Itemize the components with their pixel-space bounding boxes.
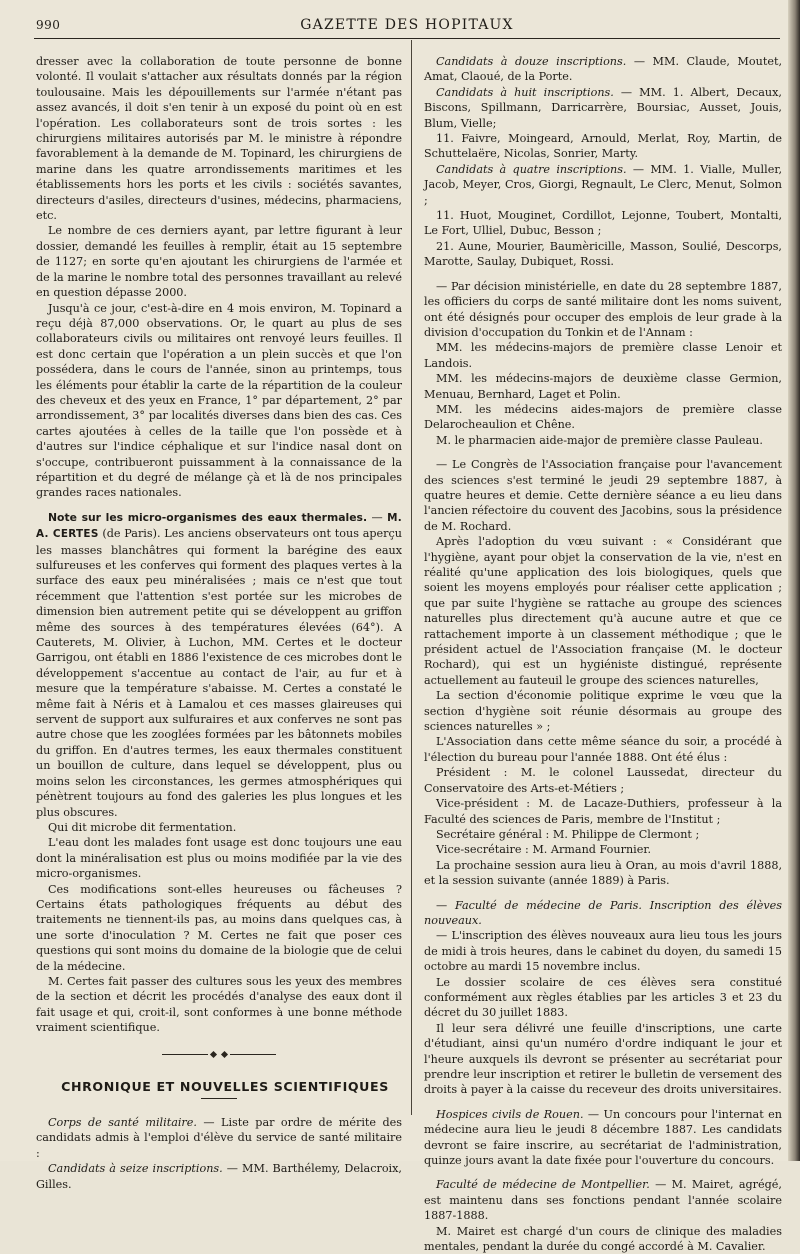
- paragraph: M. Mairet est chargé d'un cours de clinique des maladies mentales, pendant la durée du congé accordé à M. Cavalier.: [424, 1224, 782, 1254]
- news-heading: Faculté de médecine de Montpellier.: [436, 1178, 650, 1192]
- paragraph: Après l'adoption du vœu suivant : « Considérant que l'hygiène, ayant pour objet la conservation de la vie, n'est en réalité qu'une application des lois biologiques, quels que soient les moyens employés pour réaliser cette application ; que par suite l'hygiène se rattache au groupe des sciences naturelles plus directement qu'à aucune autre et que ce rattachement importe à un classement méthodique ; que le président actuel de l'Association française (M. le docteur Rochard), qui est un hygiéniste distingué, représente actuellement au fauteuil le groupe des sciences naturelles,: [424, 535, 782, 687]
- paragraph: — Le Congrès de l'Association française pour l'avancement des sciences s'est terminé le jeudi 29 septembre 1887, à quatre heures et demie. Cette dernière séance a eu lieu dans l'ancien réfectoire du couvent des Jacobins, sous la présidence de M. Rochard.: [424, 458, 782, 533]
- news-text: — MM. 1. Vialle, Muller, Jacob, Meyer, Cros, Giorgi, Regnault, Le Clerc, Menut, Solmon ;: [424, 162, 782, 207]
- news-text: — Un concours pour l'internat en médecine aura lieu le jeudi 8 décembre 1887. Les candidats devront se faire inscrire, au secrétariat de l'administration, quinze jours avant la date fixée pour l'ouverture du concours.: [424, 1107, 782, 1168]
- section-title: CHRONIQUE ET NOUVELLES SCIENTIFIQUES: [61, 1078, 389, 1094]
- paragraph: M. le pharmacien aide-major de première classe Pauleau.: [436, 433, 763, 447]
- paragraph: Il leur sera délivré une feuille d'inscriptions, une carte d'étudiant, ainsi qu'un numéro d'ordre indiquant le jour et l'heure auxquels ils devront se présenter au secrétariat pour prendre leur inscription et retirer le bulletin de versement des droits à payer à la caisse du receveur des droits universitaires.: [424, 1021, 782, 1097]
- dash: —: [436, 898, 455, 912]
- news-item: [424, 54, 782, 85]
- paragraph: — L'inscription des élèves nouveaux aura lieu tous les jours de midi à trois heures, dans le cabinet du doyen, du samedi 15 octobre au mardi 15 novembre inclus.: [424, 929, 782, 974]
- paragraph: Vice-secrétaire : M. Armand Fournier.: [436, 843, 652, 857]
- news-heading: Hospices civils de Rouen.: [436, 1107, 584, 1121]
- paragraph: L'Association dans cette même séance du soir, a procédé à l'élection du bureau pour l'année 1888. Ont été élus :: [424, 735, 782, 764]
- paragraph: Secrétaire général : M. Philippe de Clermont ;: [436, 827, 700, 841]
- page-number: 990: [36, 18, 61, 32]
- news-item: [424, 85, 782, 131]
- paragraph: Le nombre de ces derniers ayant, par lettre figurant à leur dossier, demandé les feuilles à remplir, était au 15 septembre de 1127; en sorte qu'en ajoutant les chirurgiens de l'armée et de la marine le nombre total des personnes travaillant au relevé en question dépasse 2000.: [36, 224, 402, 300]
- right-column: [424, 54, 782, 1254]
- paragraph: L'eau dont les malades font usage est donc toujours une eau dont la minéralisation est plus ou moins modifiée par la vie des micro-organismes.: [36, 836, 402, 881]
- page-edge-shadow: [788, 0, 800, 1161]
- news-heading: Candidats à douze inscriptions.: [436, 55, 627, 68]
- article-title: Note sur les micro-organismes des eaux thermales.: [48, 510, 368, 524]
- news-heading: Corps de santé militaire.: [48, 1116, 197, 1129]
- paragraph: 11. Faivre, Moingeard, Arnould, Merlat, Roy, Martin, de Schuttelaëre, Nicolas, Sonrier, Marty.: [424, 132, 782, 161]
- paragraph: La prochaine session aura lieu à Oran, au mois d'avril 1888, et la session suivante (année 1889) à Paris.: [424, 858, 782, 888]
- paragraph: — Par décision ministérielle, en date du 28 septembre 1887, les officiers du corps de santé militaire dont les noms suivent, ont été désignés pour occuper des emplois de leur grade à la division d'occupation du Tonkin et de l'Annam :: [424, 279, 782, 339]
- header-rule: [34, 38, 780, 39]
- page-header: [34, 14, 780, 38]
- paragraph: La section d'économie politique exprime le vœu que la section d'hygiène soit réunie désormais au groupe des sciences naturelles » ;: [424, 689, 782, 734]
- article-author: M. A. CERTES: [36, 511, 402, 541]
- news-item: [424, 898, 782, 929]
- paragraph: MM. les médecins-majors de première classe Lenoir et Landois.: [424, 341, 782, 370]
- paragraph: Président : M. le colonel Laussedat, directeur du Conservatoire des Arts-et-Métiers ;: [424, 766, 782, 795]
- column-divider: [411, 40, 412, 1115]
- article-certes: [36, 510, 402, 820]
- paragraph: Le dossier scolaire de ces élèves sera constitué conformément aux règles établies par les articles 3 et 23 du décret du 30 juillet 1883.: [424, 975, 782, 1020]
- paragraph: MM. les médecins-majors de deuxième classe Germion, Menuau, Bernhard, Laget et Polin.: [424, 372, 782, 401]
- news-text: — M. Mairet, agrégé, est maintenu dans ses fonctions pendant l'année scolaire 1887-1888.: [424, 1178, 782, 1223]
- news-heading: Candidats à huit inscriptions.: [436, 85, 614, 99]
- news-text: — MM. 1. Albert, Decaux, Biscons, Spillmann, Darricarrère, Boursiac, Ausset, Jouis, Blum, Vielle;: [424, 85, 782, 130]
- paragraph: dresser avec la collaboration de toute personne de bonne volonté. Il voulait s'attacher aux résultats donnés par la région toulousaine. Mais les dépouillements sur l'armée n'étant pas assez avancés, il doit s'en tenir à un exposé du point où en est l'opération. Les collaborateurs sont de trois sortes : les chirurgiens militaires autorisés par M. le ministre à répondre favorablement à la demande de M. Topinard, les chirurgiens de marine dans les quatre arrondissements maritimes et les établissements hors les ports et les civils : sociétés savantes, directeurs d'asiles, directeurs d'usines, médecins, pharmaciens, etc.: [36, 55, 402, 223]
- paragraph: Qui dit microbe dit fermentation.: [48, 820, 237, 834]
- news-heading: Faculté de médecine de Paris. Inscription des élèves nouveaux.: [424, 898, 783, 927]
- paragraph: 21. Aune, Mourier, Baumèricille, Masson, Soulié, Descorps, Marotte, Saulay, Dubiquet, Rossi.: [424, 239, 782, 269]
- news-text: — Liste par ordre de mérite des candidats admis à l'emploi d'élève du service de santé militaire :: [36, 1116, 402, 1160]
- article-text: (de Paris). Les anciens observateurs ont tous aperçu les masses blanchâtres qui forment la barégine des eaux sulfureuses et les conferves qui forment des plaques vertes à la surface des eaux peu minéralisées ; mais ce n'est que tout récemment que l'attention s'est portée sur les microbes de dimension bien autrement petite qui se développent au griffon même des sources à des températures élevées (64°). A Cauterets, M. Olivier, à Luchon, MM. Certes et le docteur Garrigou, ont établi en 1886 l'existence de ces microbes dont le développement s'accentue au contact de l'air, au fur et à mesure que la température s'abaisse. M. Certes a constaté le même fait à Néris et à Lamalou et ces masses glaireuses qui servent de support aux sulfuraires et aux conferves ne sont pas autre chose que les zooglées formées par les bâtonnets mobiles du griffon. En d'autres termes, les eaux thermales constituent un bouillon de culture, dans lequel se développent, plus ou moins selon les circonstances, les germes atmosphériques qui pénètrent toujours au fond des galeries les plus longues et les plus obscures.: [36, 527, 402, 819]
- news-text: — MM. Claude, Moutet, Amat, Claoué, de la Porte.: [424, 55, 782, 84]
- left-column: [36, 54, 402, 1192]
- news-heading: Candidats à seize inscriptions.: [48, 1162, 223, 1176]
- news-item: [424, 162, 782, 208]
- paragraph: 11. Huot, Mouginet, Cordillot, Lejonne, Toubert, Montalti, Le Fort, Ulliel, Dubuc, Besson ;: [424, 209, 782, 238]
- paragraph: MM. les médecins aides-majors de première classe Delarocheaulion et Chêne.: [424, 402, 782, 432]
- news-item: [424, 1107, 782, 1169]
- paragraph: Vice-président : M. de Lacaze-Duthiers, professeur à la Faculté des sciences de Paris, membre de l'Institut ;: [424, 797, 782, 826]
- news-heading: Candidats à quatre inscriptions.: [436, 162, 627, 176]
- paragraph: Ces modifications sont-elles heureuses ou fâcheuses ? Certains états pathologiques fréquents au début des traitements ne tiennent-ils pas, au moins dans quelques cas, à une sorte d'inoculation ? M. Certes ne fait que poser ces questions qui sont moins du domaine de la biologie que de celui de la médecine.: [36, 882, 402, 973]
- news-item: [36, 1161, 402, 1192]
- paragraph: M. Certes fait passer des cultures sous les yeux des membres de la section et décrit les procédés d'analyse des eaux dont il fait usage et qui, croit-il, sont conformes à une bonne méthode vraiment scientifique.: [36, 974, 402, 1035]
- news-text: — MM. Barthélemy, Delacroix, Gilles.: [36, 1162, 402, 1191]
- section-ornament: [36, 1052, 402, 1057]
- paragraph: Jusqu'à ce jour, c'est-à-dire en 4 mois environ, M. Topinard a reçu déjà 87,000 observations. Or, le quart au plus de ses collaborateurs civils ou militaires ont renvoyé leurs feuilles. Il est donc certain que l'opération a un plein succès et que l'on possédera, dans le cours de l'année, sinon au printemps, tous les éléments pour établir la carte de la répartition de la couleur des cheveux et des yeux en France, 1° par département, 2° par arrondissement, 3° par localités diverses dans bien des cas. Ces cartes ajoutées à celles de la taille que l'on possède et à d'autres sur l'indice céphalique et sur l'indice nasal dont on s'occupe, contribueront puissamment à la connaissance de la répartition et du degré de mélange çà et là de nos principales grandes races nationales.: [36, 301, 402, 500]
- news-item: [424, 1177, 782, 1223]
- section-rule: [201, 1098, 237, 1099]
- journal-title: GAZETTE DES HOPITAUX: [300, 17, 514, 33]
- dash: —: [367, 510, 388, 524]
- news-item: [36, 1115, 402, 1161]
